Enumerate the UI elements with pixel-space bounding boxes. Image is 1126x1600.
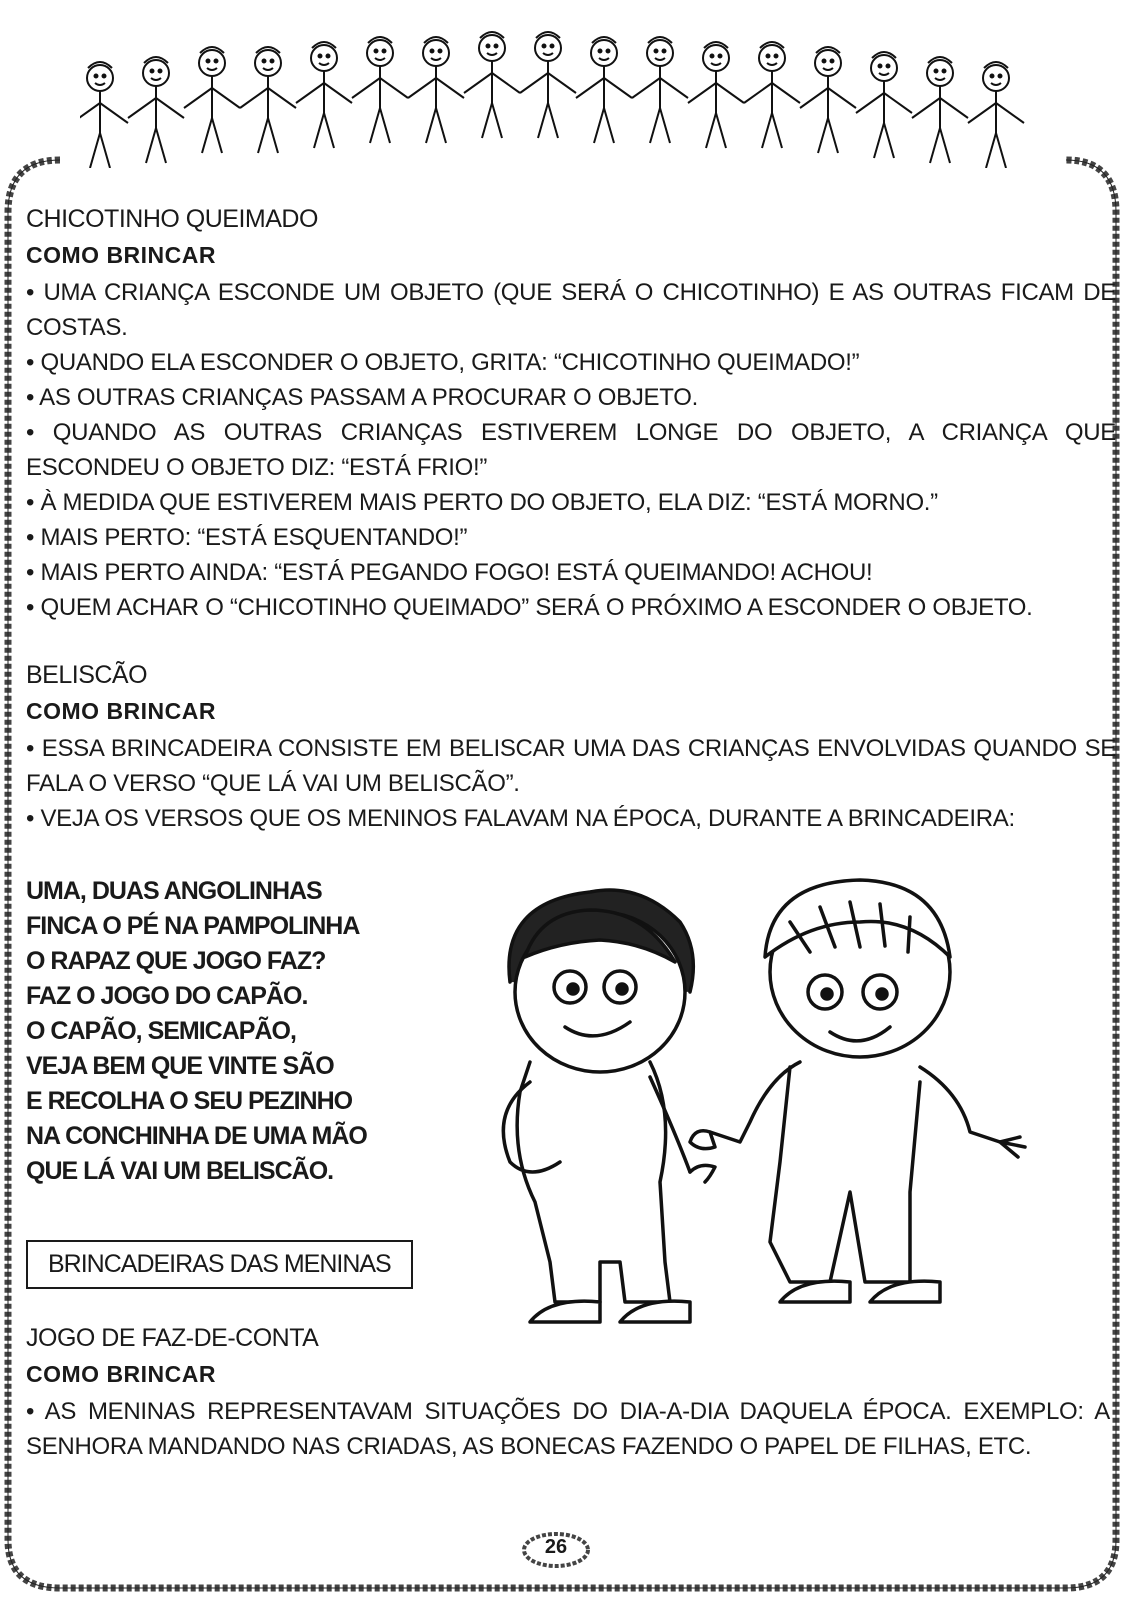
child-figure	[632, 37, 688, 143]
rule-line: • MAIS PERTO: “ESTÁ ESQUENTANDO!”	[26, 524, 468, 551]
game-title-chicotinho: CHICOTINHO QUEIMADO	[26, 205, 318, 233]
how-to-play-heading: COMO BRINCAR	[26, 242, 216, 268]
game-title-faz-de-conta: JOGO DE FAZ-DE-CONTA	[26, 1324, 319, 1352]
children-holding-hands-illustration	[80, 18, 1050, 168]
child-figure	[296, 42, 352, 148]
poem-line: VEJA BEM QUE VINTE SÃO	[26, 1052, 334, 1080]
poem-line: FAZ O JOGO DO CAPÃO.	[26, 982, 308, 1010]
child-figure	[856, 52, 912, 158]
child-figure	[520, 32, 576, 138]
girls-games-section-box: BRINCADEIRAS DAS MENINAS	[26, 1240, 413, 1289]
child-figure	[80, 62, 128, 168]
child-figure	[464, 32, 520, 138]
rule-line: • ESSA BRINCADEIRA CONSISTE EM BELISCAR UMA DAS CRIANÇAS ENVOLVIDAS QUANDO SE FALA O VERSO “QUE LÁ VAI UM BELISCÃO”.	[26, 735, 1116, 797]
game-title-beliscao: BELISCÃO	[26, 661, 148, 689]
how-to-play-heading: COMO BRINCAR	[26, 698, 216, 724]
poem-line: UMA, DUAS ANGOLINHAS	[26, 877, 322, 905]
poem-line: E RECOLHA O SEU PEZINHO	[26, 1087, 353, 1115]
rule-line: • VEJA OS VERSOS QUE OS MENINOS FALAVAM NA ÉPOCA, DURANTE A BRINCADEIRA:	[26, 805, 1015, 832]
child-figure	[688, 42, 744, 148]
poem-line: QUE LÁ VAI UM BELISCÃO.	[26, 1157, 334, 1185]
child-figure	[912, 57, 968, 163]
rule-line: • AS MENINAS REPRESENTAVAM SITUAÇÕES DO DIA-A-DIA DAQUELA ÉPOCA. EXEMPLO: A SENHORA MANDANDO NAS CRIADAS, AS BONECAS FAZENDO O PAPEL DE FILHAS, ETC.	[26, 1398, 1110, 1460]
poem-verses	[26, 874, 446, 1189]
poem-line: FINCA O PÉ NA PAMPOLINHA	[26, 912, 360, 940]
child-figure	[408, 37, 464, 143]
how-to-play-heading: COMO BRINCAR	[26, 1361, 216, 1387]
rule-line: • MAIS PERTO AINDA: “ESTÁ PEGANDO FOGO! ESTÁ QUEIMANDO! ACHOU!	[26, 559, 873, 586]
child-figure	[352, 37, 408, 143]
child-figure	[744, 42, 800, 148]
main-content	[26, 205, 1116, 836]
page-number: 26	[544, 1536, 568, 1558]
child-figure	[240, 47, 296, 153]
rule-line: • QUANDO AS OUTRAS CRIANÇAS ESTIVEREM LONGE DO OBJETO, A CRIANÇA QUE ESCONDEU O OBJETO DIZ: “ESTÁ FRIO!”	[26, 419, 1116, 481]
rule-line: • QUEM ACHAR O “CHICOTINHO QUEIMADO” SERÁ O PRÓXIMO A ESCONDER O OBJETO.	[26, 594, 1033, 621]
left-boy-figure	[503, 890, 715, 1322]
poem-line: NA CONCHINHA DE UMA MÃO	[26, 1122, 367, 1150]
page-number-badge	[520, 1530, 592, 1570]
rule-line: • À MEDIDA QUE ESTIVEREM MAIS PERTO DO OBJETO, ELA DIZ: “ESTÁ MORNO.”	[26, 489, 938, 516]
child-figure	[968, 62, 1024, 168]
two-boys-pinching-illustration	[470, 862, 1070, 1352]
rule-line: • AS OUTRAS CRIANÇAS PASSAM A PROCURAR O OBJETO.	[26, 384, 698, 411]
game-faz-de-conta	[26, 1324, 1110, 1464]
rule-line: • UMA CRIANÇA ESCONDE UM OBJETO (QUE SERÁ O CHICOTINHO) E AS OUTRAS FICAM DE COSTAS.	[26, 279, 1116, 341]
rule-line: • QUANDO ELA ESCONDER O OBJETO, GRITA: “CHICOTINHO QUEIMADO!”	[26, 349, 860, 376]
child-figure	[576, 37, 632, 143]
child-figure	[128, 57, 184, 163]
child-figure	[800, 47, 856, 153]
right-boy-figure	[690, 880, 1025, 1302]
poem-line: O CAPÃO, SEMICAPÃO,	[26, 1017, 296, 1045]
poem-line: O RAPAZ QUE JOGO FAZ?	[26, 947, 326, 975]
child-figure	[184, 47, 240, 153]
